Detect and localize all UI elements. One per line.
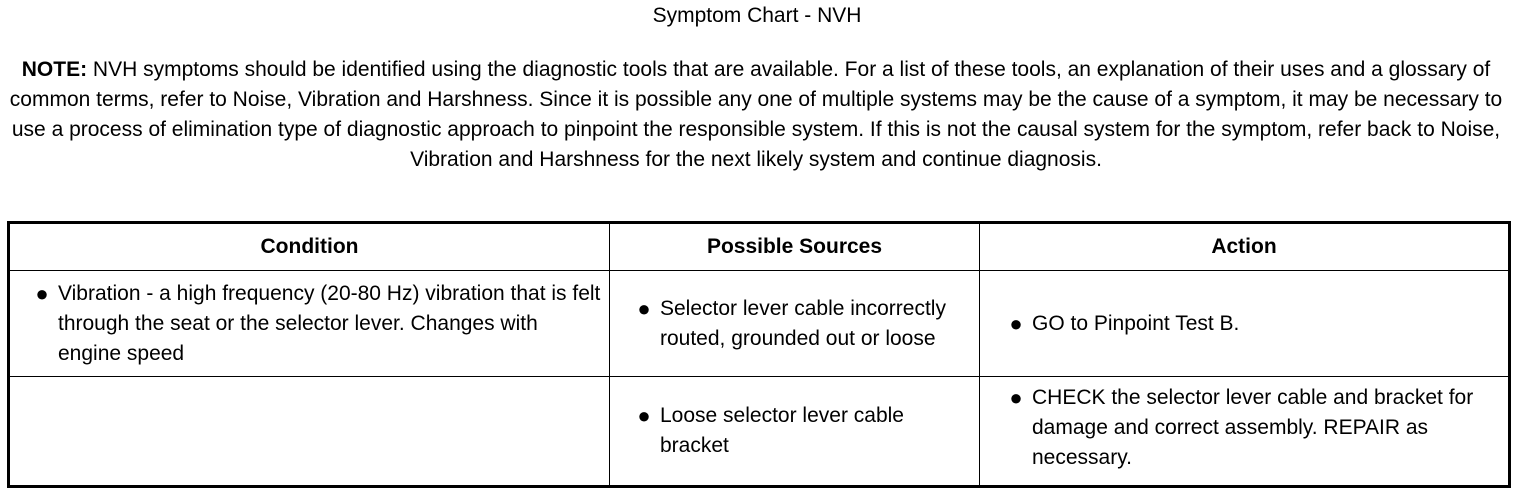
header-action: Action [980, 223, 1510, 271]
table-row [9, 271, 1510, 377]
source-text: Selector lever cable incorrectly routed, grounded out or loose [660, 296, 946, 350]
table-row [9, 377, 1510, 487]
bullet-icon: ● [637, 295, 651, 321]
list-item [10, 279, 609, 369]
source-text: Loose selector lever cable bracket [660, 404, 904, 457]
note-label: NOTE: [21, 58, 88, 81]
condition-cell [9, 377, 610, 487]
source-cell [610, 377, 980, 487]
list-item [980, 309, 1508, 339]
table-header-row [9, 223, 1510, 271]
list-item [980, 383, 1508, 473]
action-text: CHECK the selector lever cable and bracket for damage and correct assembly. REPAIR as necessary. [1032, 386, 1474, 469]
list-item [610, 294, 979, 354]
header-condition: Condition [9, 223, 610, 271]
bullet-icon: ● [1009, 385, 1023, 410]
action-cell [980, 377, 1510, 487]
note-paragraph [4, 55, 1508, 175]
action-cell [980, 271, 1510, 377]
header-possible-sources: Possible Sources [610, 223, 980, 271]
condition-text: Vibration - a high frequency (20-80 Hz) vibration that is felt through the seat or the selector lever. Changes with engine speed [58, 281, 601, 365]
list-item [610, 401, 979, 461]
condition-cell [9, 271, 610, 377]
note-text: NVH symptoms should be identified using the diagnostic tools that are available. For a list of these tools, an explanation of their uses and a glossary of common terms, refer to Noise, Vibration and Harshness. Since it is possible any one of multiple systems may be the cause of a symptom, it may be necessary to use a process of elimination type of diagnostic approach to pinpoint the responsible system. If this is not the causal system for the symptom, refer back to Noise, Vibration and Harshness for the next likely system and continue diagnosis. [9, 58, 1503, 171]
page-title: Symptom Chart - NVH [652, 4, 862, 27]
bullet-icon: ● [637, 403, 651, 428]
symptom-table [7, 221, 1511, 488]
bullet-icon: ● [1009, 310, 1023, 336]
source-cell [610, 271, 980, 377]
action-text: GO to Pinpoint Test B. [1032, 311, 1240, 335]
bullet-icon: ● [35, 280, 49, 306]
